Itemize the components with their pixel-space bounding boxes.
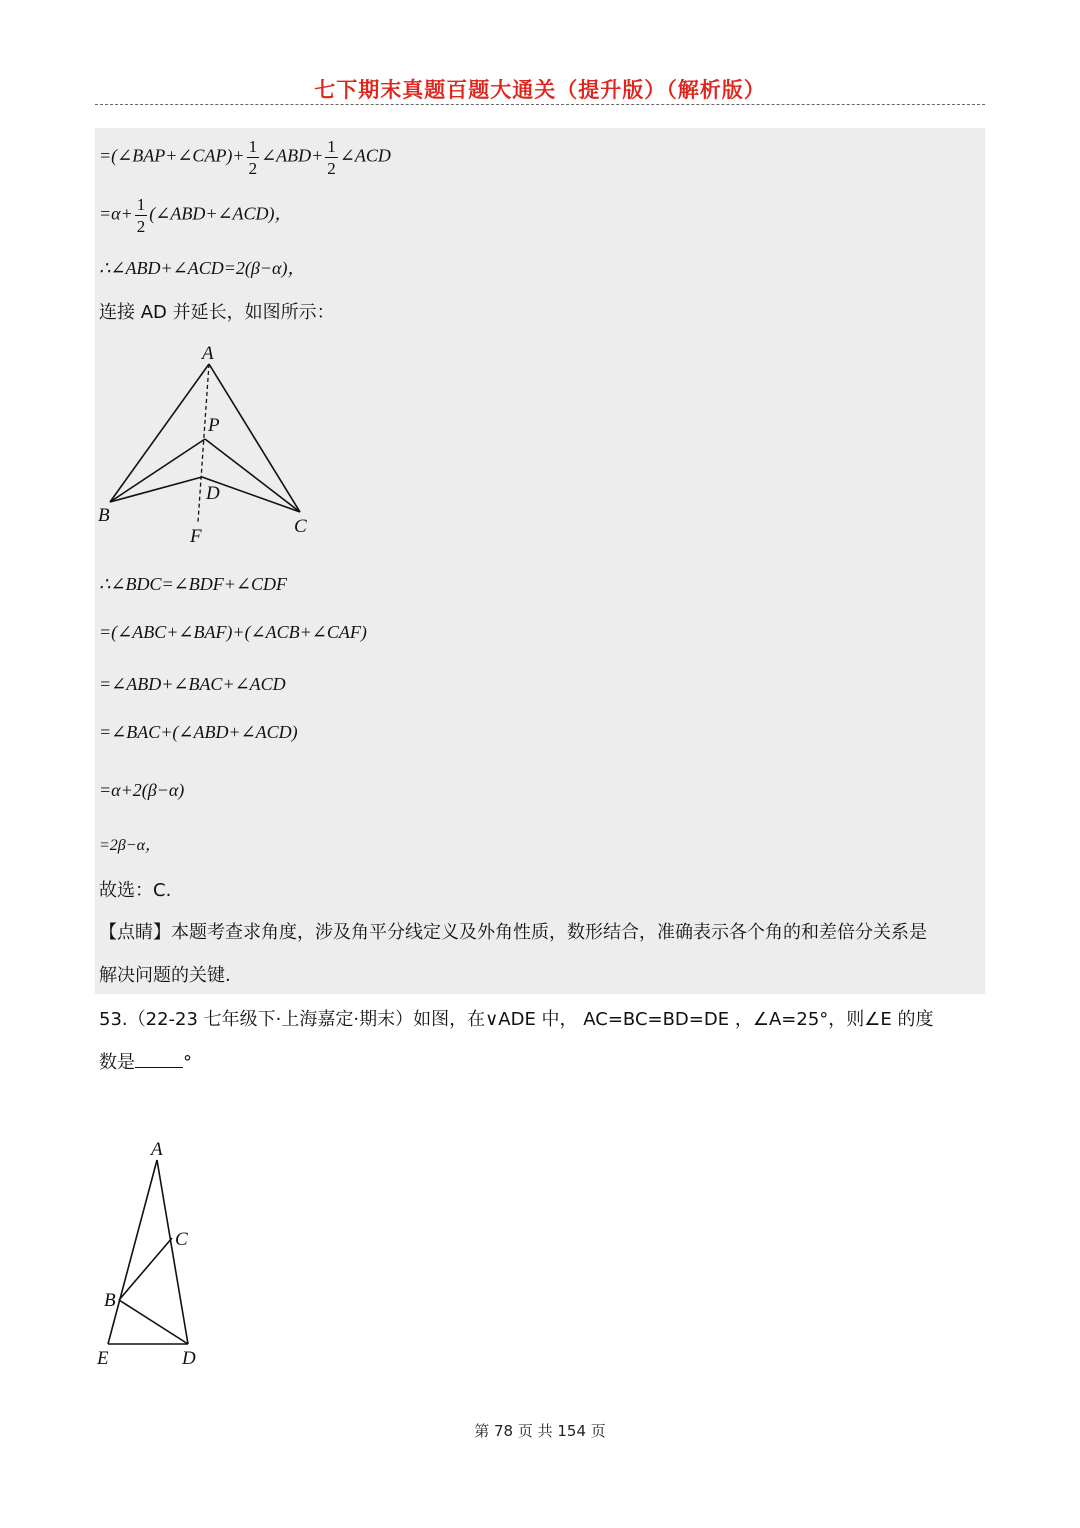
header-divider: [95, 104, 985, 105]
step2-post: (∠ABD+∠ACD)，: [149, 203, 293, 224]
segment-bd: [119, 1300, 188, 1344]
document-header-title: 七下期末真题百题大通关（提升版）（解析版）: [314, 78, 766, 102]
step1-pre: =(∠BAP+∠CAP)+: [99, 145, 245, 166]
segment-bd: [110, 477, 202, 502]
fraction-half-3: [135, 196, 148, 235]
label-a: A: [202, 343, 214, 364]
solution-step-5: =(∠ABC+∠BAF)+(∠ACB+∠CAF): [99, 622, 367, 642]
fraction-denominator: 2: [136, 217, 146, 236]
figure-triangle-ade: [90, 1135, 230, 1375]
segment-ae: [108, 1160, 157, 1344]
fraction-half-1: [247, 138, 260, 177]
fraction-numerator: 1: [248, 137, 258, 156]
connect-ad-text: 连接 AD 并延长，如图所示：: [99, 302, 335, 323]
segment-ab: [110, 364, 209, 502]
fraction-numerator: 1: [327, 137, 336, 156]
solution-step-9: =2β−α，: [99, 837, 161, 854]
label-d: D: [206, 483, 220, 504]
fraction-denominator: 2: [248, 159, 258, 178]
comment-line-2: 解决问题的关键.: [99, 965, 231, 986]
question-line-2: [99, 1048, 192, 1074]
figure-triangle-abc: [90, 340, 330, 550]
solution-step-6: =∠ABD+∠BAC+∠ACD: [99, 674, 286, 694]
label-f: F: [190, 526, 202, 547]
fraction-half-2: [325, 138, 338, 177]
label-p: P: [208, 415, 220, 436]
label-b: B: [98, 505, 110, 526]
question-line2-pre: 数是: [99, 1052, 135, 1073]
solution-step-7: =∠BAC+(∠ABD+∠ACD): [99, 722, 298, 742]
label-c: C: [294, 516, 307, 537]
answer-blank: [135, 1051, 183, 1068]
solution-step-4: ∴∠BDC=∠BDF+∠CDF: [99, 574, 287, 594]
label-b: B: [104, 1290, 116, 1311]
question-line2-post: °: [183, 1052, 192, 1073]
segment-ad: [157, 1160, 188, 1344]
step1-post: ∠ACD: [339, 145, 391, 166]
answer-text: 故选：C.: [99, 880, 172, 901]
label-a: A: [151, 1139, 163, 1160]
fraction-denominator: 2: [327, 159, 336, 178]
step2-pre: =α+: [99, 203, 133, 224]
label-d: D: [182, 1348, 196, 1369]
segment-bc: [119, 1238, 172, 1300]
label-c: C: [175, 1229, 188, 1250]
page-number-footer: 第 78 页 共 154 页: [474, 1422, 606, 1440]
solution-step-8: =α+2(β−α): [99, 780, 185, 800]
solution-step-3: ∴∠ABD+∠ACD=2(β−α)，: [99, 258, 306, 278]
label-e: E: [97, 1348, 109, 1369]
segment-ac: [209, 364, 300, 512]
comment-line-1: 【点睛】本题考查求角度，涉及角平分线定义及外角性质，数形结合，准确表示各个角的和差倍分关系是: [99, 922, 927, 943]
question-line-1: 53.（22-23 七年级下·上海嘉定·期末）如图，在∨ADE 中， AC=BC=BD=DE ，∠A=25°，则∠E 的度: [99, 1009, 934, 1030]
step1-mid: ∠ABD+: [261, 145, 324, 166]
segment-bp: [110, 439, 205, 502]
solution-step-2: [99, 196, 293, 235]
fraction-numerator: 1: [136, 195, 146, 214]
solution-step-1: [99, 138, 391, 177]
